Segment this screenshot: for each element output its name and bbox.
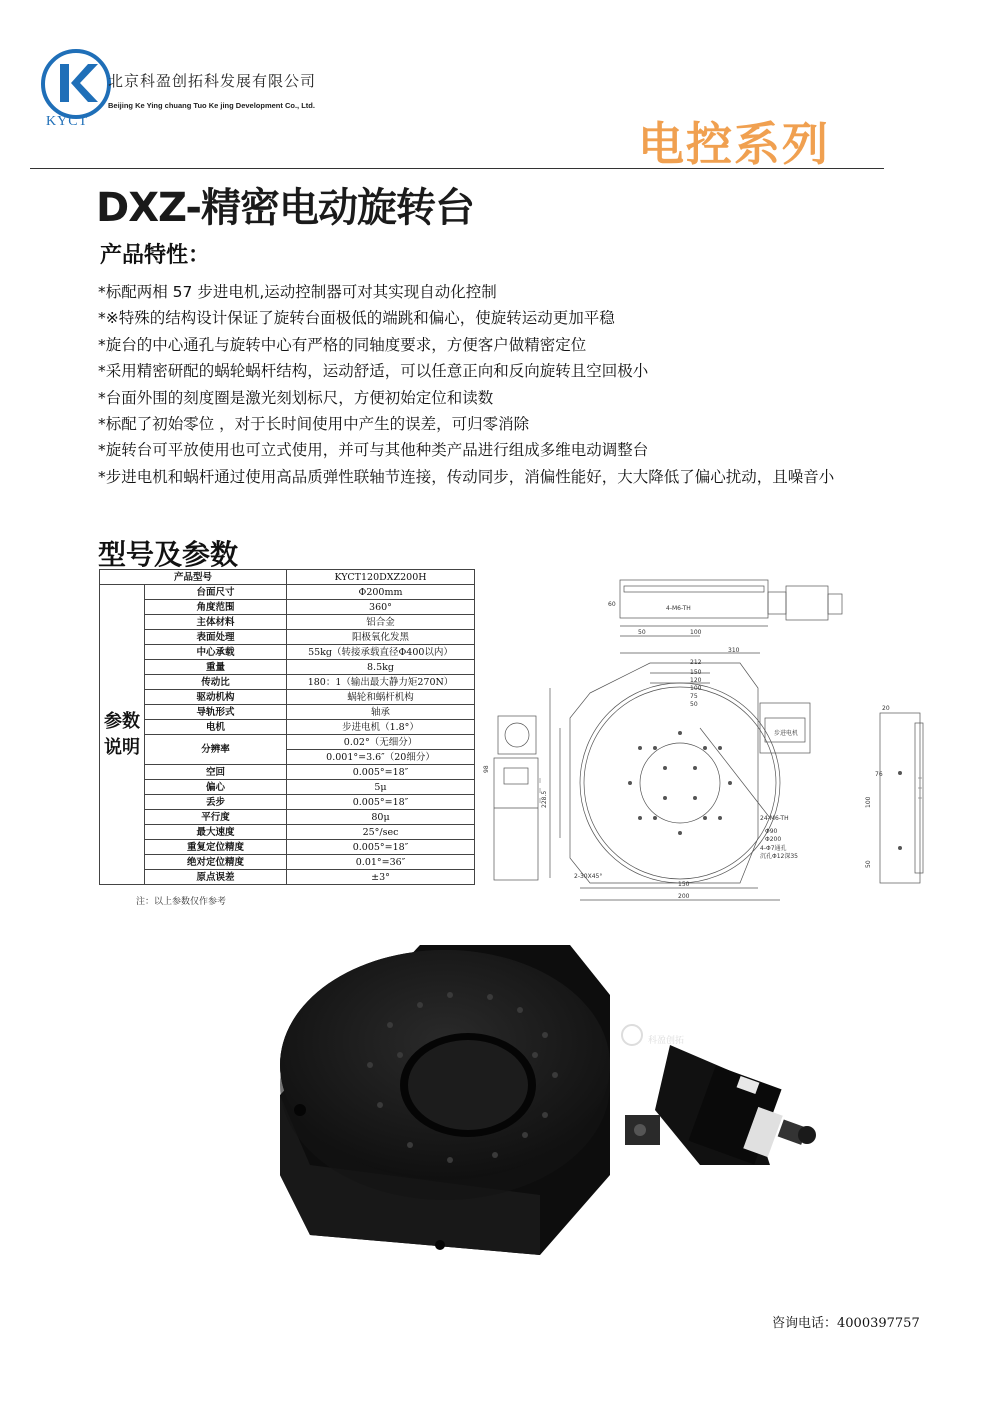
table-row	[100, 855, 475, 870]
param-value: 180：1（输出最大静力矩270N）	[287, 675, 475, 690]
param-label: 最大速度	[145, 825, 287, 840]
drawing-dim: 100	[690, 629, 702, 636]
drawing-dim: 50	[638, 629, 646, 636]
drawing-dim: 150	[690, 669, 702, 676]
company-name-en: Beijing Ke Ying chuang Tuo Ke jing Development Co., Ltd.	[108, 101, 315, 110]
feature-item: *标配两相 57 步进电机,运动控制器可对其实现自动化控制	[98, 283, 497, 301]
drawing-dim: 50	[690, 701, 698, 708]
param-value: 25°/sec	[287, 825, 475, 840]
drawing-dim: 4-M6-TH	[666, 605, 691, 612]
drawing-dim: 100	[690, 685, 702, 692]
param-value: 轴承	[287, 705, 475, 720]
drawing-dim: 60	[608, 601, 616, 608]
drawing-dim: 76	[875, 771, 883, 778]
table-row	[100, 705, 475, 720]
params-side-label: 参数说明	[100, 585, 145, 885]
table-row	[100, 630, 475, 645]
table-row	[100, 870, 475, 885]
param-value: 0.005°=18″	[287, 765, 475, 780]
param-value: 8.5kg	[287, 660, 475, 675]
param-value: 0.005°=18″	[287, 840, 475, 855]
param-label: 重量	[145, 660, 287, 675]
param-label: 偏心	[145, 780, 287, 795]
param-value: 80μ	[287, 810, 475, 825]
param-label: 角度范围	[145, 600, 287, 615]
table-row	[100, 660, 475, 675]
param-label: 绝对定位精度	[145, 855, 287, 870]
features-list	[98, 279, 948, 490]
param-label: 空回	[145, 765, 287, 780]
param-value: 0.005°=18″	[287, 795, 475, 810]
param-label: 原点误差	[145, 870, 287, 885]
param-label: 重复定位精度	[145, 840, 287, 855]
table-row	[100, 795, 475, 810]
param-value: Φ200mm	[287, 585, 475, 600]
feature-item: *标配了初始零位 ，对于长时间使用中产生的误差，可归零消除	[98, 415, 530, 434]
param-label: 丢步	[145, 795, 287, 810]
drawing-dim: 150	[678, 881, 690, 888]
company-logo-icon	[40, 48, 112, 120]
param-label: 表面处理	[145, 630, 287, 645]
page-title: DXZ-精密电动旋转台	[96, 185, 474, 231]
table-row	[100, 585, 475, 600]
table-row	[100, 615, 475, 630]
table-row	[100, 780, 475, 795]
drawing-dim: 50	[865, 860, 872, 868]
table-row	[100, 825, 475, 840]
feature-item: *※特殊的结构设计保证了旋转台面极低的端跳和偏心，使旋转运动更加平稳	[98, 309, 615, 328]
company-name-cn: 北京科盈创拓科发展有限公司	[108, 72, 317, 90]
technical-drawing	[483, 578, 940, 913]
drawing-dim: 步进电机	[774, 730, 799, 737]
spec-table	[99, 569, 475, 885]
series-title: 电控系列	[638, 117, 830, 171]
params-note: 注：以上参数仅作参考	[136, 897, 227, 907]
drawing-dim: 120	[690, 677, 702, 684]
table-row	[100, 765, 475, 780]
param-value: 步进电机（1.8°）	[287, 720, 475, 735]
param-label: 平行度	[145, 810, 287, 825]
drawing-dim: Φ90	[765, 828, 778, 835]
model-label: 产品型号	[100, 570, 287, 585]
drawing-dim: 310	[728, 647, 740, 654]
param-value: 360°	[287, 600, 475, 615]
table-row	[100, 645, 475, 660]
table-row	[100, 810, 475, 825]
drawing-dim: 75	[690, 693, 698, 700]
param-value: 5μ	[287, 780, 475, 795]
feature-item: *步进电机和蜗杆通过使用高品质弹性联轴节连接，传动同步，消偏性能好，大大降低了偏心扰动，且噪音小	[98, 467, 835, 486]
param-label: 分辨率	[145, 735, 287, 765]
drawing-dim: 98	[483, 765, 490, 773]
drawing-dim: 200	[678, 893, 690, 900]
table-row	[100, 600, 475, 615]
drawing-dim: 100	[865, 796, 872, 808]
param-value: 55kg（转接承载直径Φ400以内）	[287, 645, 475, 660]
param-label: 导轨形式	[145, 705, 287, 720]
drawing-dim: 2-30X45°	[574, 873, 603, 880]
table-row	[100, 570, 475, 585]
table-row	[100, 690, 475, 705]
logo-text: KYCT	[46, 114, 89, 129]
param-value: ±3°	[287, 870, 475, 885]
table-row	[100, 840, 475, 855]
photo-brand-label: 科盈创拓	[648, 1036, 685, 1046]
drawing-dim: Φ200	[765, 836, 782, 843]
drawing-dim: 20	[882, 705, 890, 712]
param-label: 驱动机构	[145, 690, 287, 705]
param-value: 阳极氧化发黑	[287, 630, 475, 645]
table-row	[100, 735, 475, 750]
drawing-dim: 228.5	[541, 790, 548, 808]
param-value: 蜗轮和蜗杆机构	[287, 690, 475, 705]
param-value: 铝合金	[287, 615, 475, 630]
param-value: 0.02°（无细分）	[287, 735, 475, 750]
drawing-dim: 4-Φ7通孔	[760, 845, 787, 852]
drawing-dim: 24-M6-TH	[760, 815, 789, 822]
param-label: 电机	[145, 720, 287, 735]
feature-item: *旋转台可平放使用也可立式使用，并可与其他种类产品进行组成多维电动调整台	[98, 441, 649, 460]
table-row	[100, 720, 475, 735]
param-label: 中心承载	[145, 645, 287, 660]
param-label: 主体材料	[145, 615, 287, 630]
feature-item: *旋台的中心通孔与旋转中心有严格的同轴度要求，方便客户做精密定位	[98, 335, 587, 354]
product-photo	[270, 935, 820, 1285]
param-value: 0.01°=36″	[287, 855, 475, 870]
features-heading: 产品特性：	[100, 243, 211, 268]
model-value: KYCT120DXZ200H	[287, 570, 475, 585]
param-label: 台面尺寸	[145, 585, 287, 600]
drawing-dim: 沉孔Φ12深35	[760, 853, 798, 860]
table-row	[100, 675, 475, 690]
params-heading: 型号及参数	[98, 538, 239, 571]
feature-item: *采用精密研配的蜗轮蜗杆结构，运动舒适，可以任意正向和反向旋转且空回极小	[98, 362, 649, 381]
drawing-dim: 212	[690, 659, 702, 666]
feature-item: *台面外围的刻度圈是激光刻划标尺，方便初始定位和读数	[98, 388, 494, 407]
param-value: 0.001°=3.6″（20细分）	[287, 750, 475, 765]
param-label: 传动比	[145, 675, 287, 690]
header-divider	[30, 168, 884, 169]
contact-phone: 咨询电话：4000397757	[772, 1316, 920, 1331]
